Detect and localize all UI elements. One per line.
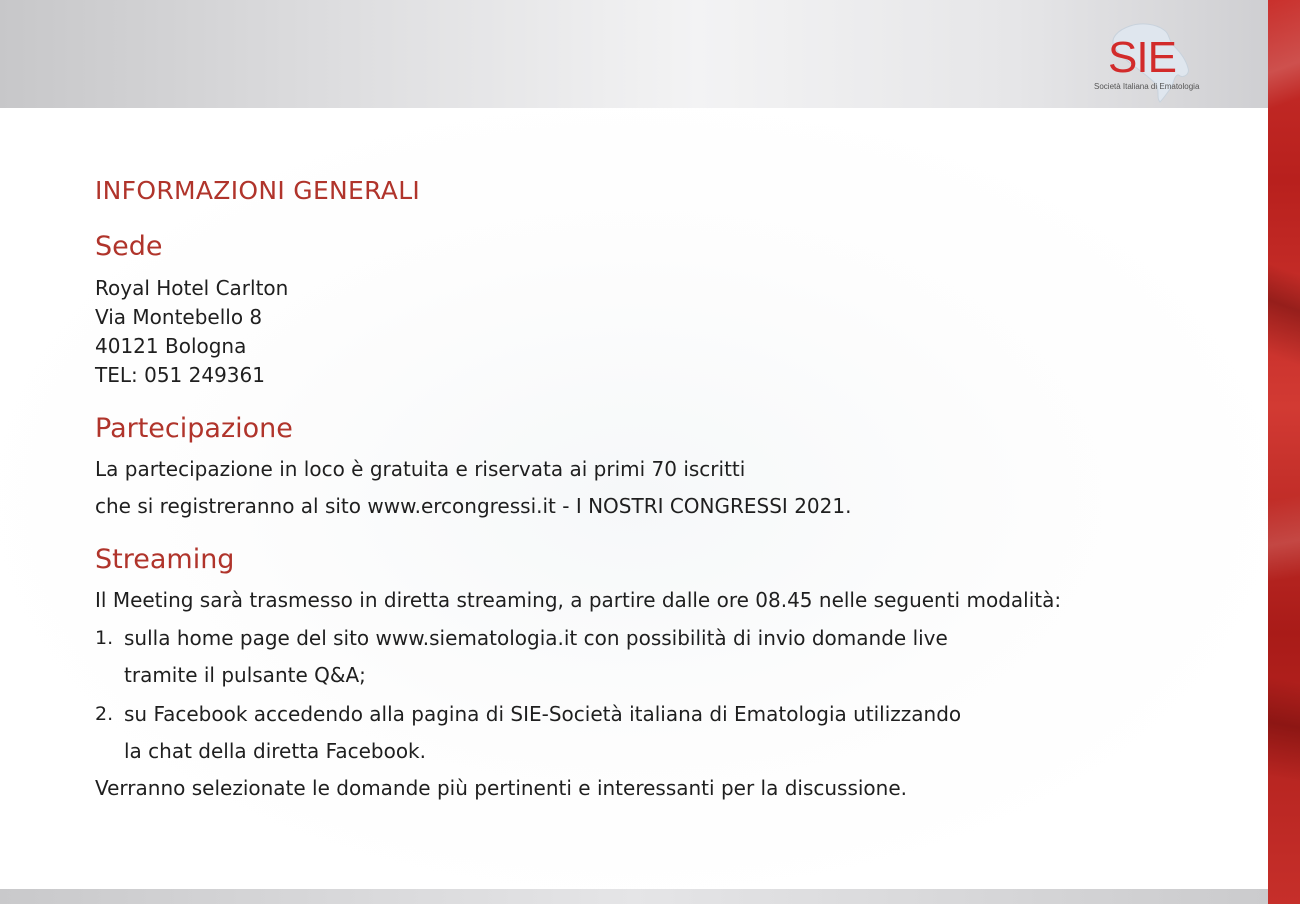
list-item-line: tramite il pulsante Q&A; [124,663,366,687]
sede-line: 40121 Bologna [95,334,247,358]
list-item-line: su Facebook accedendo alla pagina di SIE-Società italiana di Ematologia utilizzando [124,702,962,726]
list-item-line: la chat della diretta Facebook. [124,739,426,763]
logo-mark: SIE [1108,33,1176,82]
decorative-red-strip [1268,0,1300,904]
streaming-intro: Il Meeting sarà trasmesso in diretta streaming, a partire dalle ore 08.45 nelle seguenti modalità: [95,588,1062,612]
logo-caption: Società Italiana di Ematologia [1094,82,1200,91]
list-item-number: 2. [95,703,114,725]
streaming-closing: Verranno selezionate le domande più pertinenti e interessanti per la discussione. [95,776,908,800]
partecipazione-line: La partecipazione in loco è gratuita e riservata ai primi 70 iscritti [95,457,746,481]
sie-logo [1090,20,1205,105]
partecipazione-line: che si registreranno al sito www.ercongressi.it - I NOSTRI CONGRESSI 2021. [95,494,852,518]
sede-heading: Sede [95,231,163,262]
sede-line: TEL: 051 249361 [95,363,265,387]
sede-line: Royal Hotel Carlton [95,276,289,300]
header-band [0,0,1268,108]
partecipazione-heading: Partecipazione [95,413,293,444]
sede-line: Via Montebello 8 [95,305,263,329]
footer-band [0,889,1268,904]
list-item-number: 1. [95,627,114,649]
list-item-line: sulla home page del sito www.siematologia.it con possibilità di invio domande live [124,626,948,650]
streaming-heading: Streaming [95,544,235,575]
page-title: INFORMAZIONI GENERALI [95,176,421,205]
